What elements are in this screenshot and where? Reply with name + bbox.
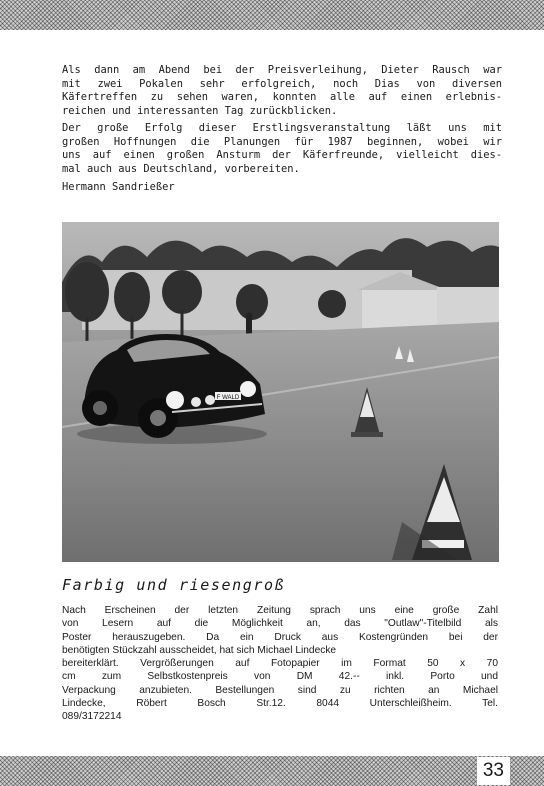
paragraph-success (62, 122, 502, 176)
photo-vw-beetle (62, 222, 499, 562)
text-line: Nach Erscheinen der letzten Zeitung sprach uns eine große Zahl (62, 605, 498, 616)
bottom-pattern-band (0, 756, 544, 786)
text-line: Poster herauszugeben. Da ein Druck aus Kostengründen bei der (62, 631, 498, 643)
text-line: Verpackung anzubieten. Bestellungen sind zu richten an Michael (62, 684, 498, 696)
text-line: mit zwei Pokalen sehr erfolgreich, noch Dias von diversen (62, 77, 502, 90)
text-line: Käfertreffen zu sehen waren, konnten alle auf einen erlebnis- (62, 91, 502, 104)
text-line: reichen und interessanten Tag zurückblicken. (62, 104, 338, 117)
paragraph-award-evening (62, 64, 502, 118)
section-heading: Farbig und riesengroß (62, 576, 286, 594)
license-plate: F WALD (216, 395, 240, 401)
text-line: von Lesern auf die Möglichkeit an, das "Outlaw"-Titelbild als (62, 618, 498, 630)
text-line: Lindecke, Röbert Bosch Str.12. 8044 Unterschleißheim. Tel. (62, 698, 498, 710)
page-number: 33 (477, 757, 510, 785)
text-line: bereiterklärt. Vergrößerungen auf Fotopapier im Format 50 x 70 (62, 658, 498, 670)
text-line: 089/3172214 (62, 711, 122, 723)
paragraph-poster (62, 604, 498, 724)
text-line: benötigten Stückzahl ausscheidet, hat sich Michael Lindecke (62, 644, 337, 656)
text-line: cm zum Selbstkostenpreis von DM 42.-- inkl. Porto und (62, 671, 498, 683)
text-line: Der große Erfolg dieser Erstlingsveranstaltung läßt uns mit (62, 122, 502, 134)
author-signature: Hermann Sandrießer (62, 181, 175, 193)
photo-vw-beetle-icon (62, 222, 499, 562)
top-pattern-band (0, 0, 544, 30)
text-line: Als dann am Abend bei der Preisverleihung, Dieter Rausch war (62, 64, 502, 76)
text-line: großen Hoffnungen die Planungen für 1987 beginnen, wobei wir (62, 135, 502, 148)
text-line: uns auf einen großen Ansturm der Käferfreunde, vielleicht dies- (62, 149, 502, 162)
text-line: mal auch aus Deutschland, vorbereiten. (62, 162, 300, 175)
